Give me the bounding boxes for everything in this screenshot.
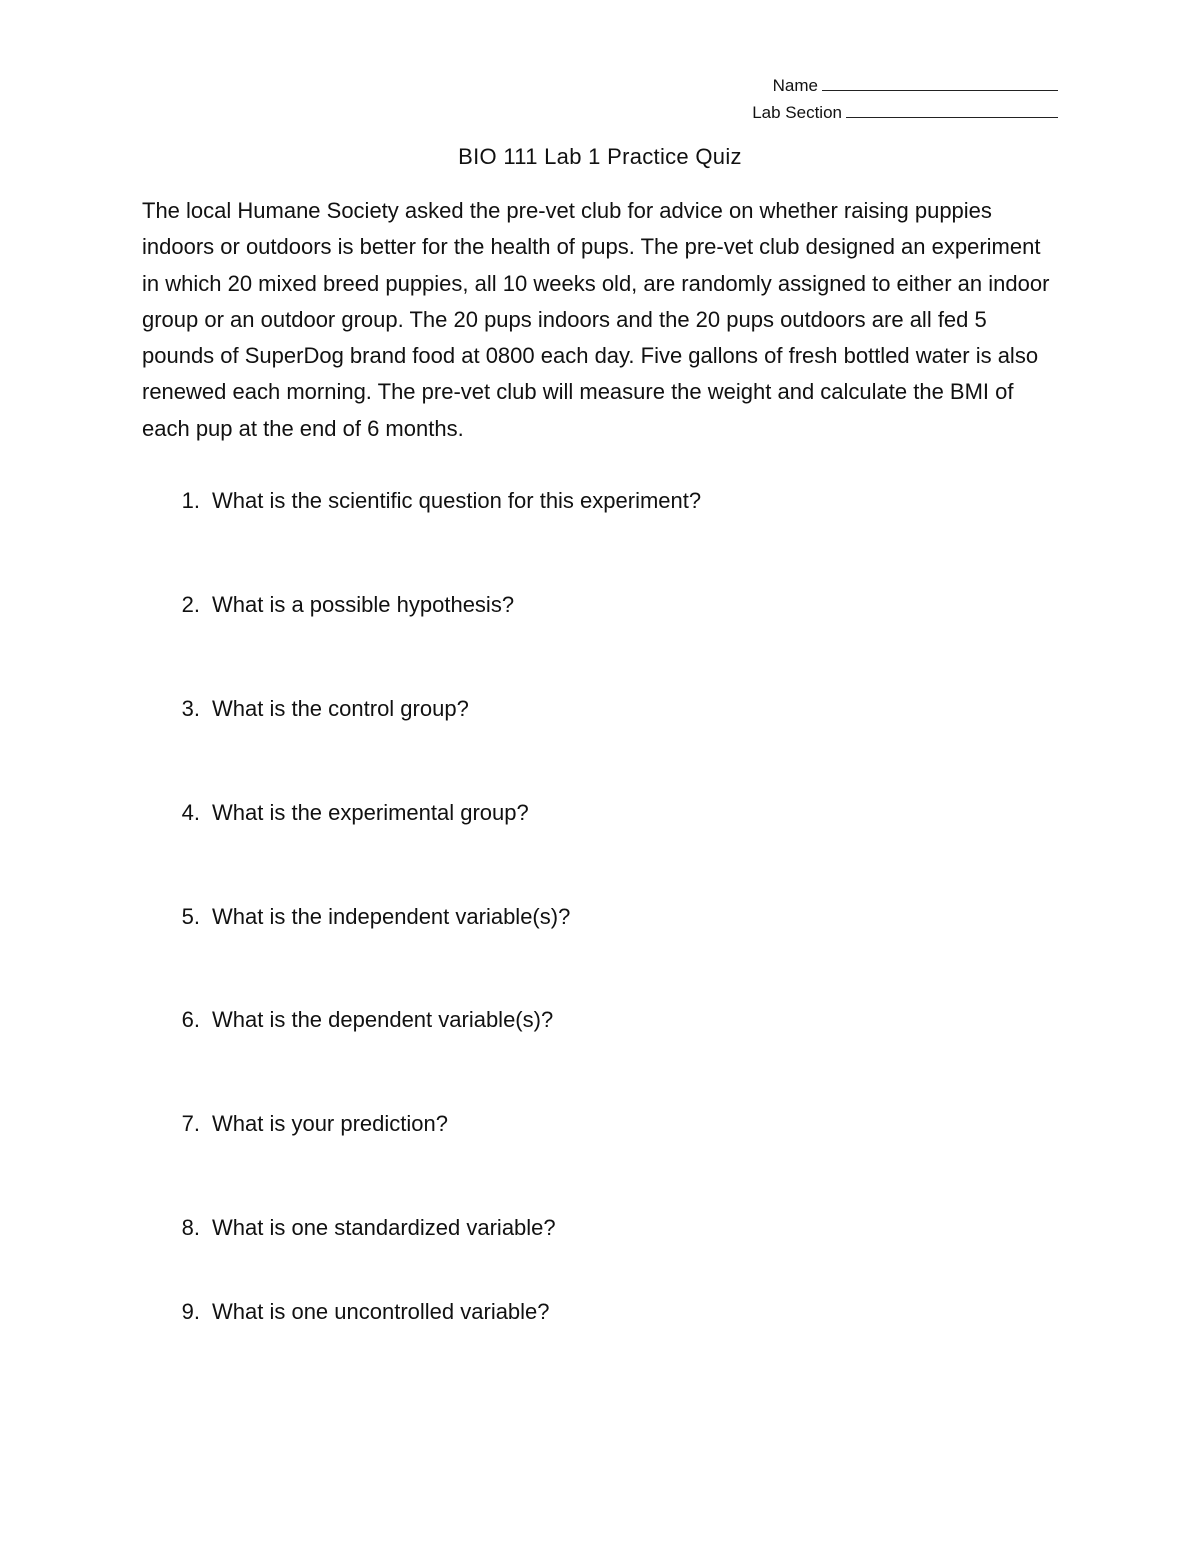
lab-section-label: Lab Section [752,103,842,122]
question-number: 8. [181,1215,200,1240]
question-number: 7. [181,1111,200,1136]
question-item [142,1106,1062,1142]
question-item [142,691,1062,727]
question-item [142,1002,1062,1038]
question-text: What is one uncontrolled variable? [212,1299,550,1324]
question-item [142,899,1062,935]
document-title: BIO 111 Lab 1 Practice Quiz [458,144,742,169]
question-text: What is your prediction? [212,1111,448,1136]
question-text: What is the control group? [212,696,469,721]
lab-section-field [752,99,1058,126]
question-number: 2. [181,592,200,617]
name-label: Name [772,76,818,95]
question-number: 5. [181,904,200,929]
question-item [142,587,1062,623]
question-number: 1. [181,488,200,513]
question-text: What is the dependent variable(s)? [212,1007,554,1032]
scenario-paragraph: The local Humane Society asked the pre-vet club for advice on whether raising puppies indoors or outdoors is better for the health of pups. The pre-vet club designed an experiment in which 20 mixed breed puppies, all 10 weeks old, are randomly assigned to either an indoor group or an outdoor group. The 20 pups indoors and the 20 pups outdoors are all fed 5 pounds of SuperDog brand food at 0800 each day. Five gallons of fresh bottled water is also renewed each morning. The pre-vet club will measure the weight and calculate the BMI of each pup at the end of 6 months. [142,198,1050,441]
lab-section-blank-line[interactable] [846,99,1058,118]
question-item [142,1294,1062,1330]
student-info-fields [752,72,1058,126]
question-text: What is the independent variable(s)? [212,904,571,929]
question-number: 9. [181,1299,200,1324]
question-text: What is the experimental group? [212,800,529,825]
question-item [142,483,1062,519]
name-blank-line[interactable] [822,72,1058,91]
name-field [752,72,1058,99]
question-item [142,795,1062,831]
question-number: 3. [181,696,200,721]
question-number: 6. [181,1007,200,1032]
question-text: What is one standardized variable? [212,1215,556,1240]
question-text: What is the scientific question for this experiment? [212,488,702,513]
question-number: 4. [181,800,200,825]
question-text: What is a possible hypothesis? [212,592,515,617]
question-item [142,1210,1062,1246]
